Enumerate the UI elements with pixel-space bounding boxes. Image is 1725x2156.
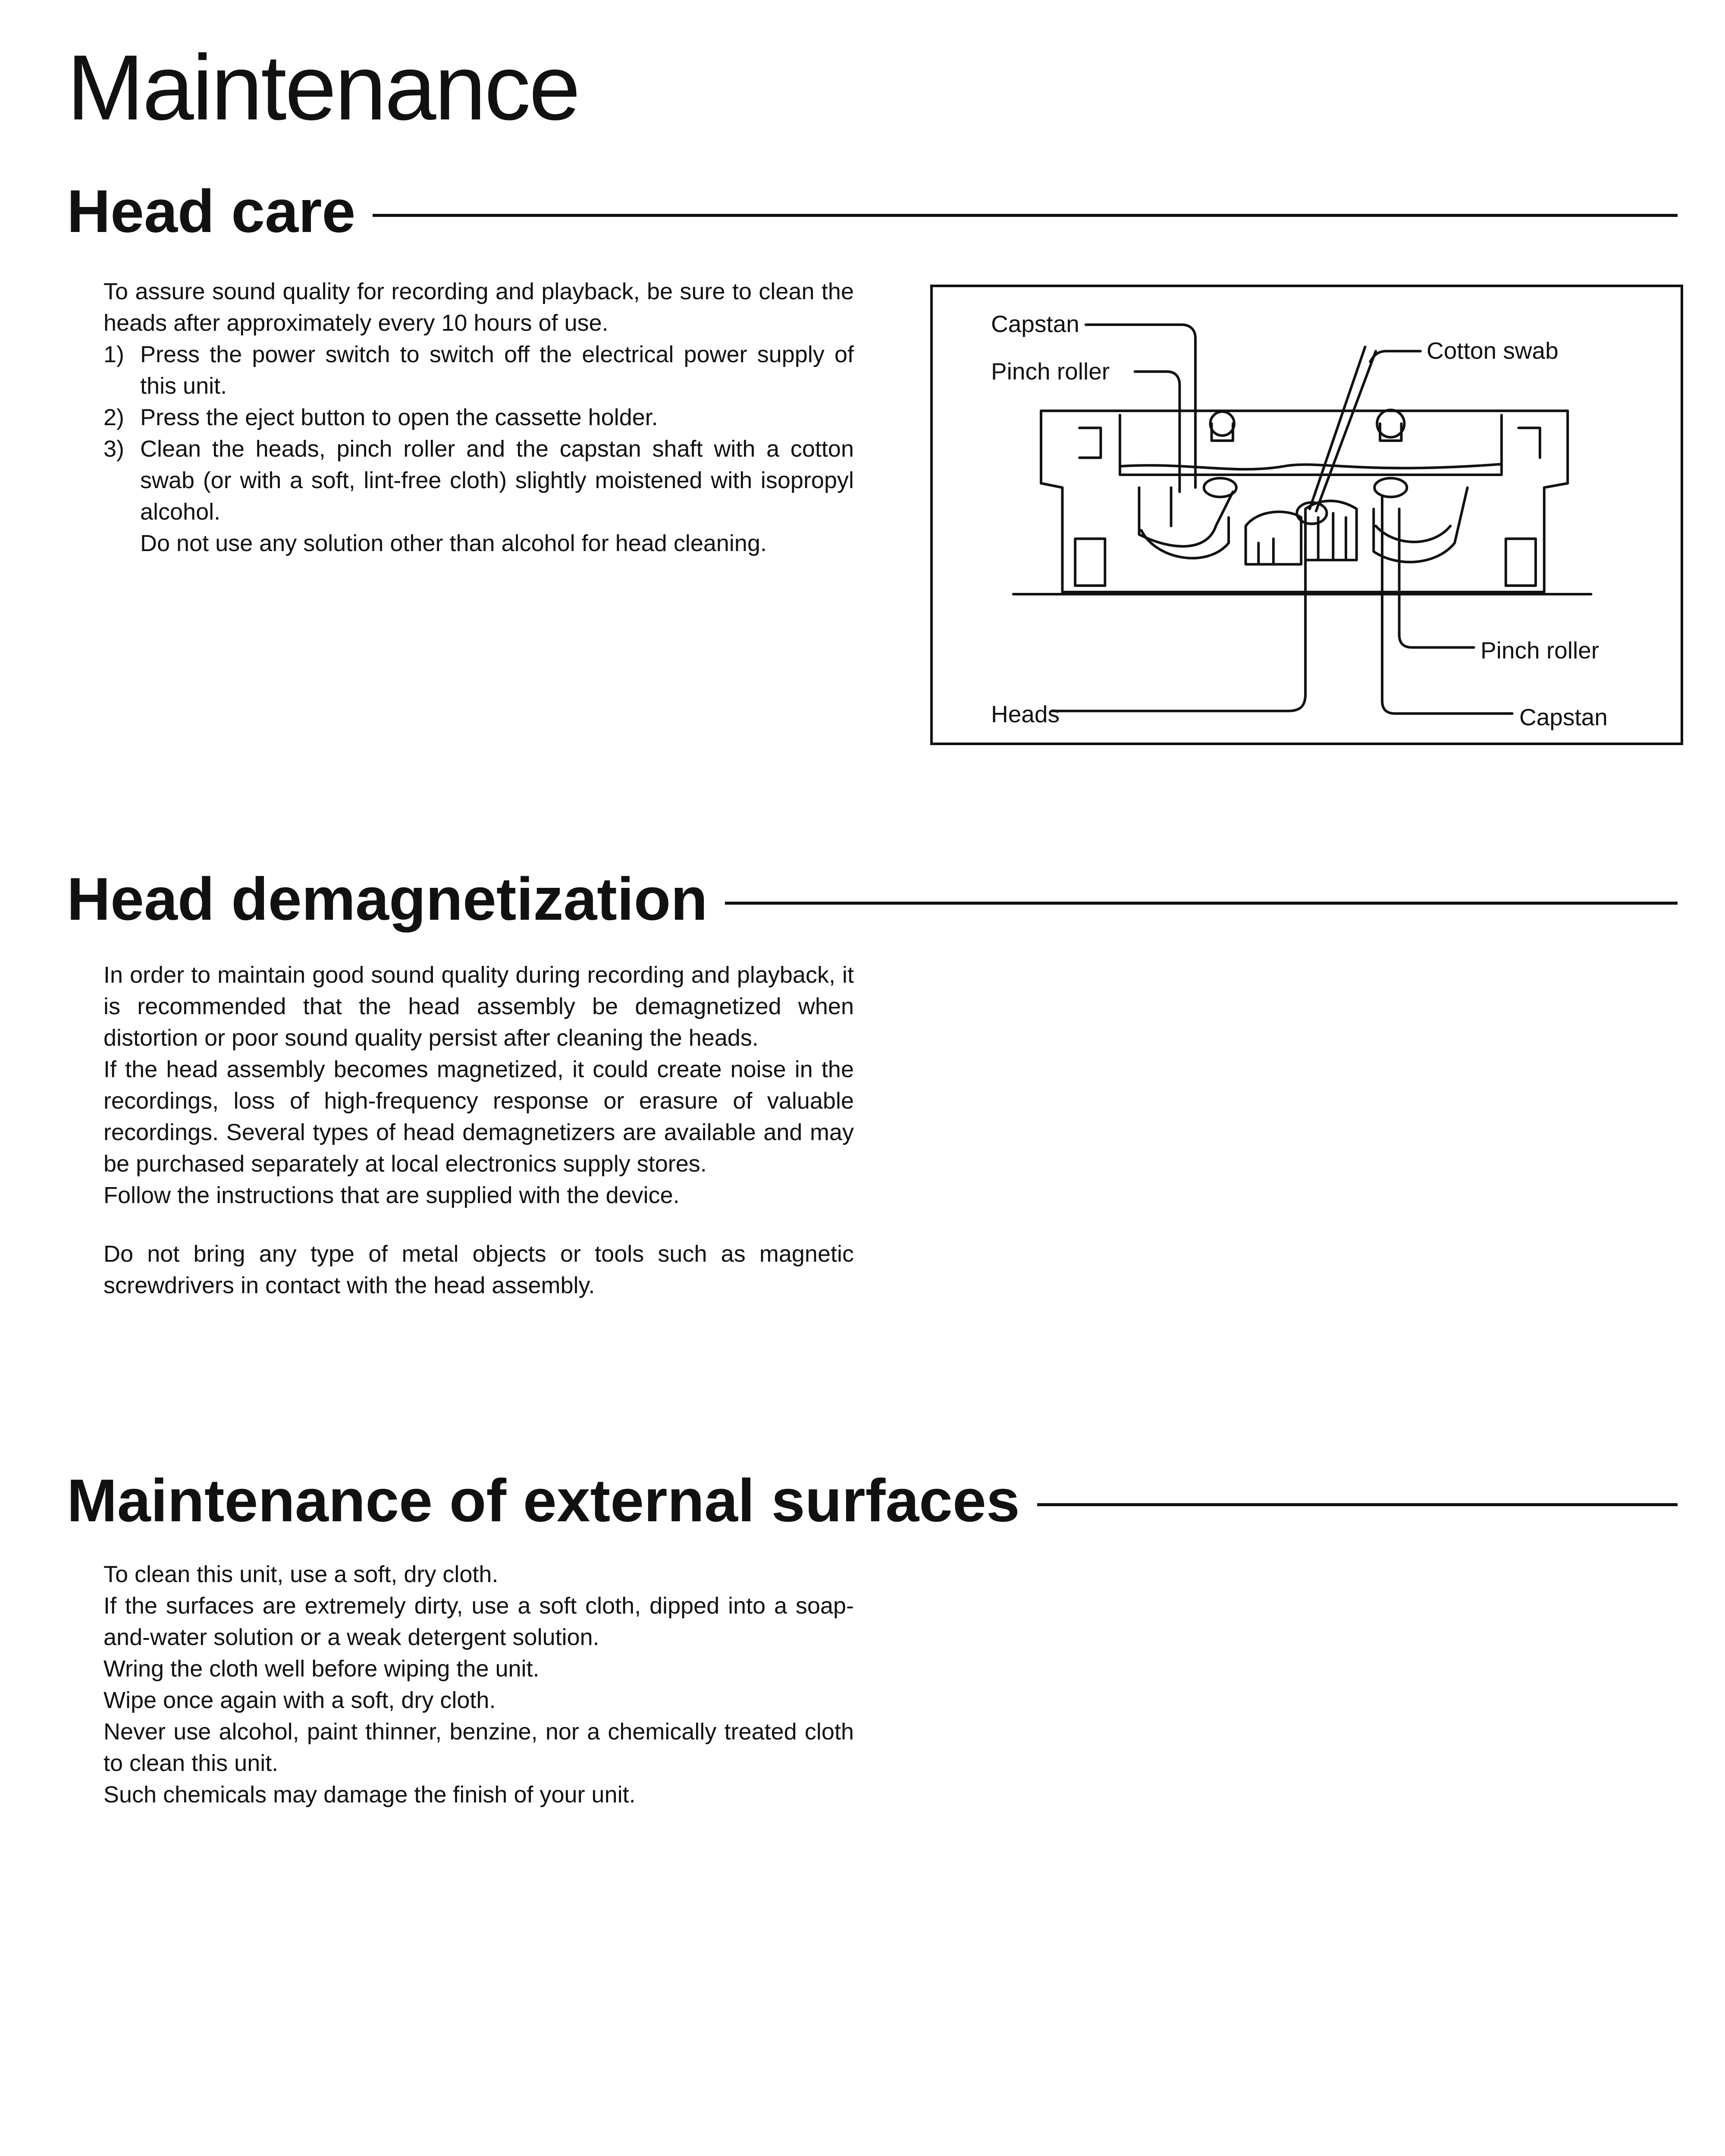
external-line: If the surfaces are extremely dirty, use a soft cloth, dipped into a soap-and-water solution or a weak detergent solution. xyxy=(104,1593,854,1650)
step-item xyxy=(104,402,854,433)
step-number: 1) xyxy=(104,342,125,367)
right-pinch-assembly xyxy=(1374,488,1468,562)
cotton-swab-stick xyxy=(1310,347,1365,509)
step-number: 3) xyxy=(104,436,125,462)
leader-heads xyxy=(1052,543,1305,711)
leader-pinch-bottom xyxy=(1399,509,1474,647)
label-cotton-swab: Cotton swab xyxy=(1427,337,1559,364)
demag-paragraph-4: Do not bring any type of metal objects or tools such as magnetic screwdrivers in contact with the head assembly. xyxy=(104,1241,854,1298)
head-care-steps xyxy=(104,339,854,528)
step-item xyxy=(104,339,854,402)
left-foot-block xyxy=(1075,539,1105,586)
external-line: Wring the cloth well before wiping the unit. xyxy=(104,1656,539,1682)
deck-left-slot xyxy=(1079,428,1101,458)
page-title: Maintenance xyxy=(67,35,579,139)
head-demagnetization-text xyxy=(104,959,854,1301)
deck-left-side xyxy=(1041,411,1062,592)
external-line: Wipe once again with a soft, dry cloth. xyxy=(104,1687,496,1713)
external-surfaces-text xyxy=(104,1559,854,1811)
step-number: 2) xyxy=(104,404,125,430)
head-gap xyxy=(1258,539,1273,564)
head-care-intro: To assure sound quality for recording and playback, be sure to clean the heads after approximately every 10 hours of use. xyxy=(104,279,854,336)
demag-paragraph-3: Follow the instructions that are supplied with the device. xyxy=(104,1182,680,1208)
label-pinch-roller-top: Pinch roller xyxy=(991,358,1110,385)
right-foot-block xyxy=(1506,539,1536,586)
label-capstan-bottom: Capstan xyxy=(1519,704,1608,730)
label-pinch-roller-bottom: Pinch roller xyxy=(1480,637,1600,664)
head-care-heading-text: Head care xyxy=(67,177,356,245)
demag-paragraph-1: In order to maintain good sound quality during recording and playback, it is recommended that the head assembly be demagnetized when distortion or poor sound quality persist after cleaning the heads. xyxy=(104,962,854,1051)
label-capstan-top: Capstan xyxy=(991,310,1079,337)
deck-right-slot xyxy=(1518,428,1540,458)
demag-paragraph-2: If the head assembly becomes magnetized, it could create noise in the recordings, loss of high-frequency response or erasure of valuable recordings. Several types of head demagnetizers are available and may be purchased separately at local electronics supply stores. xyxy=(104,1056,854,1177)
external-surfaces-heading xyxy=(67,1467,1678,1534)
head-care-note: Do not use any solution other than alcohol for head cleaning. xyxy=(140,530,767,556)
head-demagnetization-heading-text: Head demagnetization xyxy=(67,865,708,933)
external-line: Such chemicals may damage the finish of your unit. xyxy=(104,1782,636,1808)
head-care-rule xyxy=(373,214,1678,217)
deck-inner-ledge xyxy=(1120,464,1502,469)
external-line: To clean this unit, use a soft, dry cloth. xyxy=(104,1561,499,1587)
right-pinch-roller xyxy=(1376,526,1450,542)
head-cleaning-diagram xyxy=(930,285,1683,745)
head-demagnetization-heading xyxy=(67,865,1678,933)
external-line: Never use alcohol, paint thinner, benzine, nor a chemically treated cloth to clean this unit. xyxy=(104,1719,854,1776)
head-demagnetization-rule xyxy=(725,902,1678,905)
left-pinch-roller xyxy=(1141,517,1229,558)
step-text: Clean the heads, pinch roller and the capstan shaft with a cotton swab (or with a soft, lint-free cloth) slightly moistened with isopropyl alcohol. xyxy=(140,436,854,525)
step-text: Press the power switch to switch off the electrical power supply of this unit. xyxy=(140,342,854,399)
cotton-swab-stick-2 xyxy=(1316,351,1376,511)
external-surfaces-rule xyxy=(1037,1503,1678,1506)
left-guide-cap xyxy=(1211,412,1234,436)
cassette-deck-illustration xyxy=(933,287,1681,743)
label-heads: Heads xyxy=(991,701,1060,727)
step-text: Press the eject button to open the cassette holder. xyxy=(140,404,658,430)
right-capstan-shaft xyxy=(1374,478,1407,497)
leader-cotton xyxy=(1370,351,1421,362)
head-care-text xyxy=(104,276,854,559)
deck-right-side xyxy=(1544,411,1568,592)
step-item xyxy=(104,433,854,528)
head-stack xyxy=(1305,501,1357,560)
head-care-heading xyxy=(67,177,1678,245)
external-surfaces-heading-text: Maintenance of external surfaces xyxy=(67,1467,1020,1534)
